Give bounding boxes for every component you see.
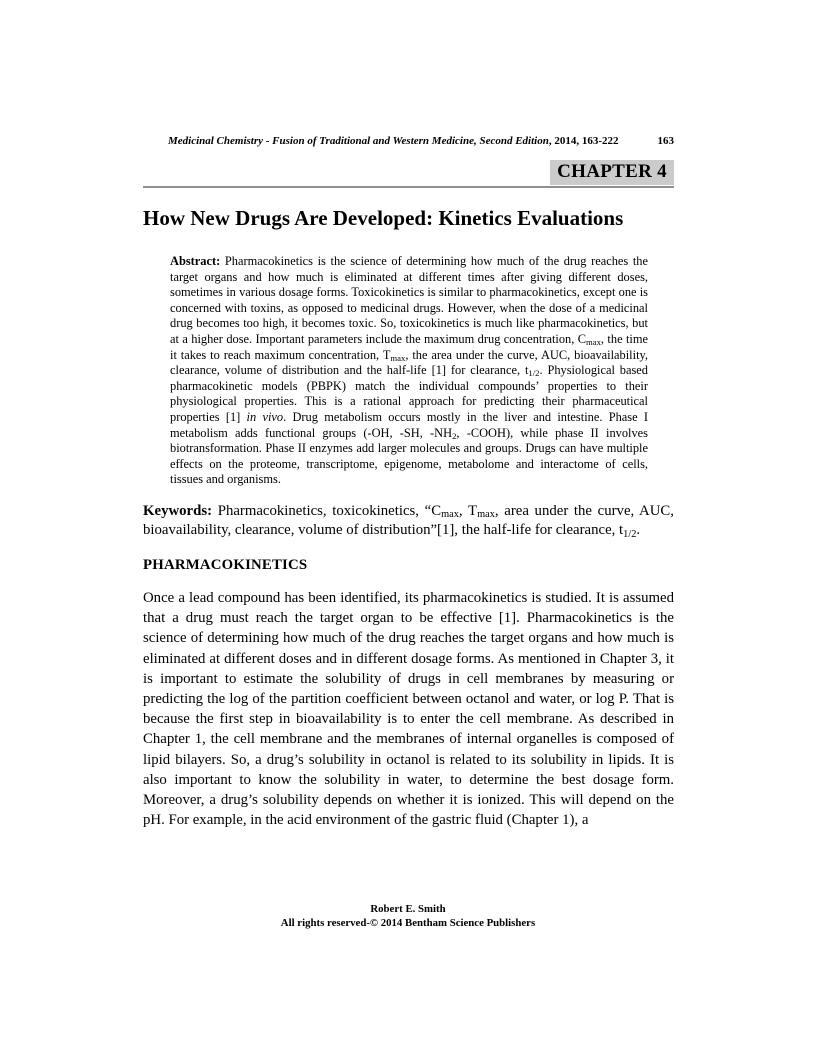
page-footer: [0, 903, 816, 930]
footer-copyright: All rights reserved-© 2014 Bentham Science Publishers: [280, 916, 536, 929]
footer-author: Robert E. Smith: [370, 903, 446, 915]
page-content: [143, 0, 674, 830]
running-title: Medicinal Chemistry - Fusion of Traditional and Western Medicine, Second Edition, 2014, 163-222: [167, 135, 619, 147]
body-paragraph: Once a lead compound has been identified, its pharmacokinetics is studied. It is assumed that a drug must reach the target organ to be effective [1]. Pharmacokinetics is the science of determining how much of the drug reaches the target organs and how much is eliminated at different doses and in different dosage forms. As mentioned in Chapter 3, it is important to estimate the solubility of drugs in cell membranes by measuring or predicting the log of the partition coefficient between octanol and water, or log P. That is because the first step in bioavailability is to enter the cell membrane. As described in Chapter 1, the cell membrane and the membranes of internal organelles is composed of lipid bilayers. So, a drug’s solubility in octanol is related to its solubility in lipids. It is also important to know the solubility in water, to determine the best dosage form. Moreover, a drug’s solubility depends on whether it is ionized. This will depend on the pH. For example, in the acid environment of the gastric fluid (Chapter 1), a: [143, 589, 674, 829]
chapter-badge: CHAPTER 4: [550, 160, 674, 185]
keywords-paragraph: Keywords: Pharmacokinetics, toxicokinetics, “$C_{max}$, $T_{max}$, area under the curve, AUC, bioavailability, clearance, volume of distribution”[1], the half-life for clearance, $t_{1/2}$.: [143, 502, 674, 540]
chapter-title: How New Drugs Are Developed: Kinetics Evaluations: [143, 206, 624, 230]
page-number: 163: [657, 135, 674, 147]
section-heading-pharmacokinetics: PHARMACOKINETICS: [143, 556, 308, 573]
abstract-paragraph: Abstract: Pharmacokinetics is the science of determining how much of the drug reaches the target organs and how much is eliminated at different times after giving different doses, sometimes in various dosage forms. Toxicokinetics is similar to pharmacokinetics, except one is concerned with toxins, as opposed to medicinal drugs. However, when the dose of a medicinal drug becomes too high, it becomes toxic. So, toxicokinetics is much like pharmacokinetics, but at a higher dose. Important parameters include the maximum drug concentration, $C_{max}$, the time it takes to reach maximum concentration, $T_{max}$, the area under the curve, AUC, bioavailability, clearance, volume of distribution and the half-life [1] for clearance, $t_{1/2}$. Physiological based pharmacokinetic models (PBPK) match the individual compounds’ properties to their physiological properties. This is a rational approach for predicting their pharmaceutical properties [1] in vivo. Drug metabolism occurs mostly in the liver and intestine. Phase I metabolism adds functional groups (-OH, -SH, $-NH_2$, -COOH), while phase II involves biotransformation. Phase II enzymes add larger molecules and groups. Drugs can have multiple effects on the proteome, transcriptome, epigenome, metabolome and interactome of cells, tissues and organisms.: [170, 254, 649, 487]
header-divider: [143, 186, 674, 188]
page-header: [143, 135, 674, 148]
chapter-badge-row: [143, 160, 674, 185]
